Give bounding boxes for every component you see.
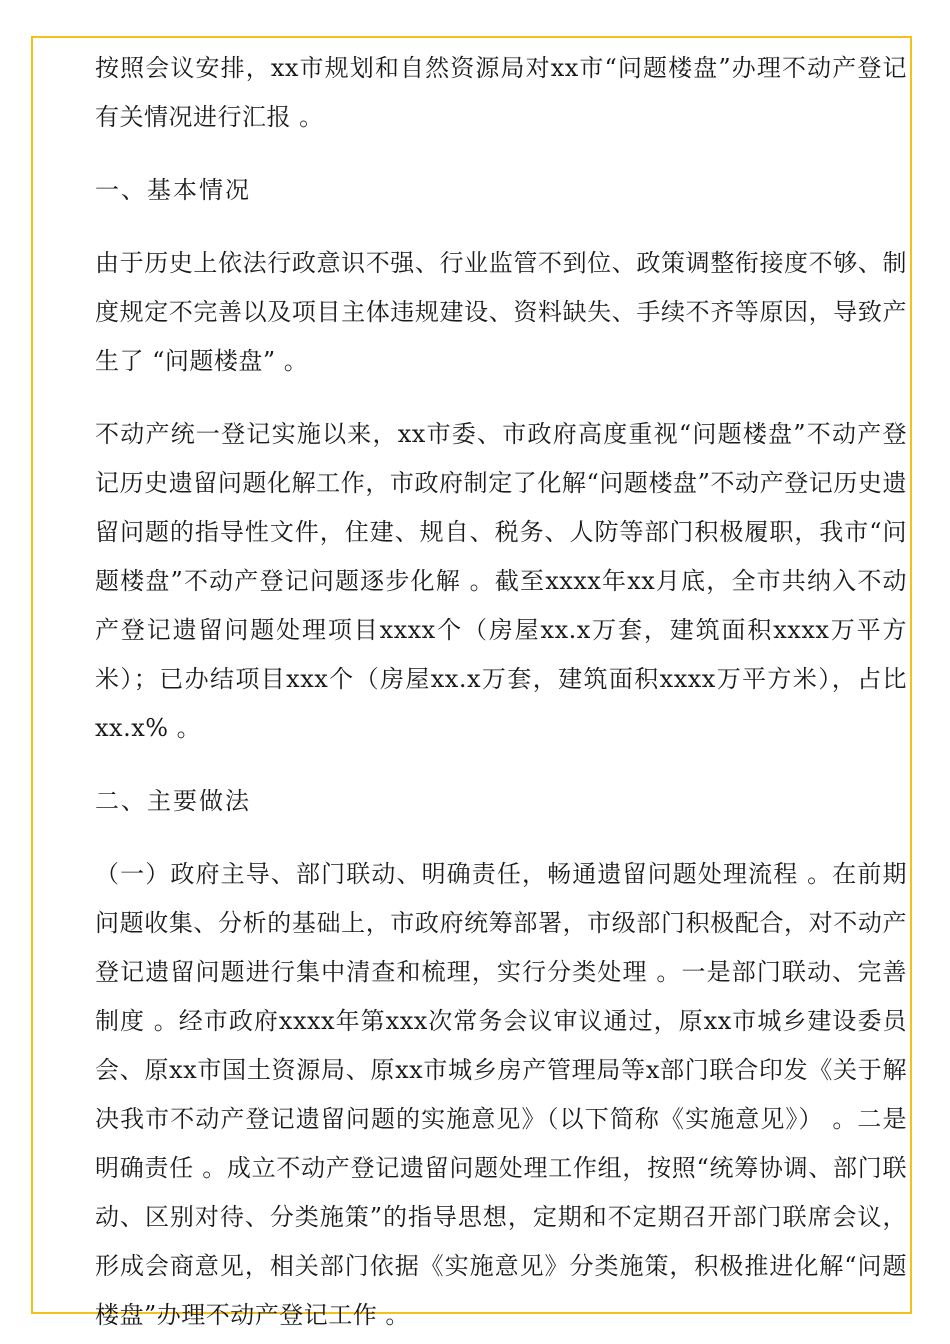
intro-paragraph: 按照会议安排，xx市规划和自然资源局对xx市“问题楼盘”办理不动产登记有关情况进行汇报 。 <box>95 54 907 131</box>
document-body <box>95 44 907 1340</box>
section-1-paragraph-1: 由于历史上依法行政意识不强、行业监管不到位、政策调整衔接度不够、制度规定不完善以及项目主体违规建设、资料缺失、手续不齐等原因，导致产生了 “问题楼盘” 。 <box>95 249 907 375</box>
section-2-paragraph-1: （一）政府主导、部门联动、明确责任，畅通遗留问题处理流程 。在前期问题收集、分析的基础上，市政府统筹部署，市级部门积极配合，对不动产登记遗留问题进行集中清查和梳理，实行分类处理 。一是部门联动、完善制度 。经市政府xxxx年第xxx次常务会议审议通过，原xx市城乡建设委员会、原xx市国土资源局、原xx市城乡房产管理局等x部门联合印发《关于解决我市不动产登记遗留问题的实施意见》（以下简称《实施意见》） 。二是明确责任 。成立不动产登记遗留问题处理工作组，按照“统筹协调、部门联动、区别对待、分类施策”的指导思想，定期和不定期召开部门联席会议，形成会商意见，相关部门依据《实施意见》分类施策，积极推进化解“问题楼盘”办理不动产登记工作 。 <box>95 860 907 1329</box>
section-2-heading: 二、主要做法 <box>95 787 251 815</box>
section-1-paragraph-2: 不动产统一登记实施以来，xx市委、市政府高度重视“问题楼盘”不动产登记历史遗留问题化解工作，市政府制定了化解“问题楼盘”不动产登记历史遗留问题的指导性文件，住建、规自、税务、人防等部门积极履职，我市“问题楼盘”不动产登记问题逐步化解 。截至xxxx年xx月底，全市共纳入不动产登记遗留问题处理项目xxxx个（房屋xx.x万套，建筑面积xxxx万平方米）；已办结项目xxx个（房屋xx.x万套，建筑面积xxxx万平方米），占比xx.x% 。 <box>95 420 907 742</box>
section-1-heading: 一、基本情况 <box>95 176 251 204</box>
